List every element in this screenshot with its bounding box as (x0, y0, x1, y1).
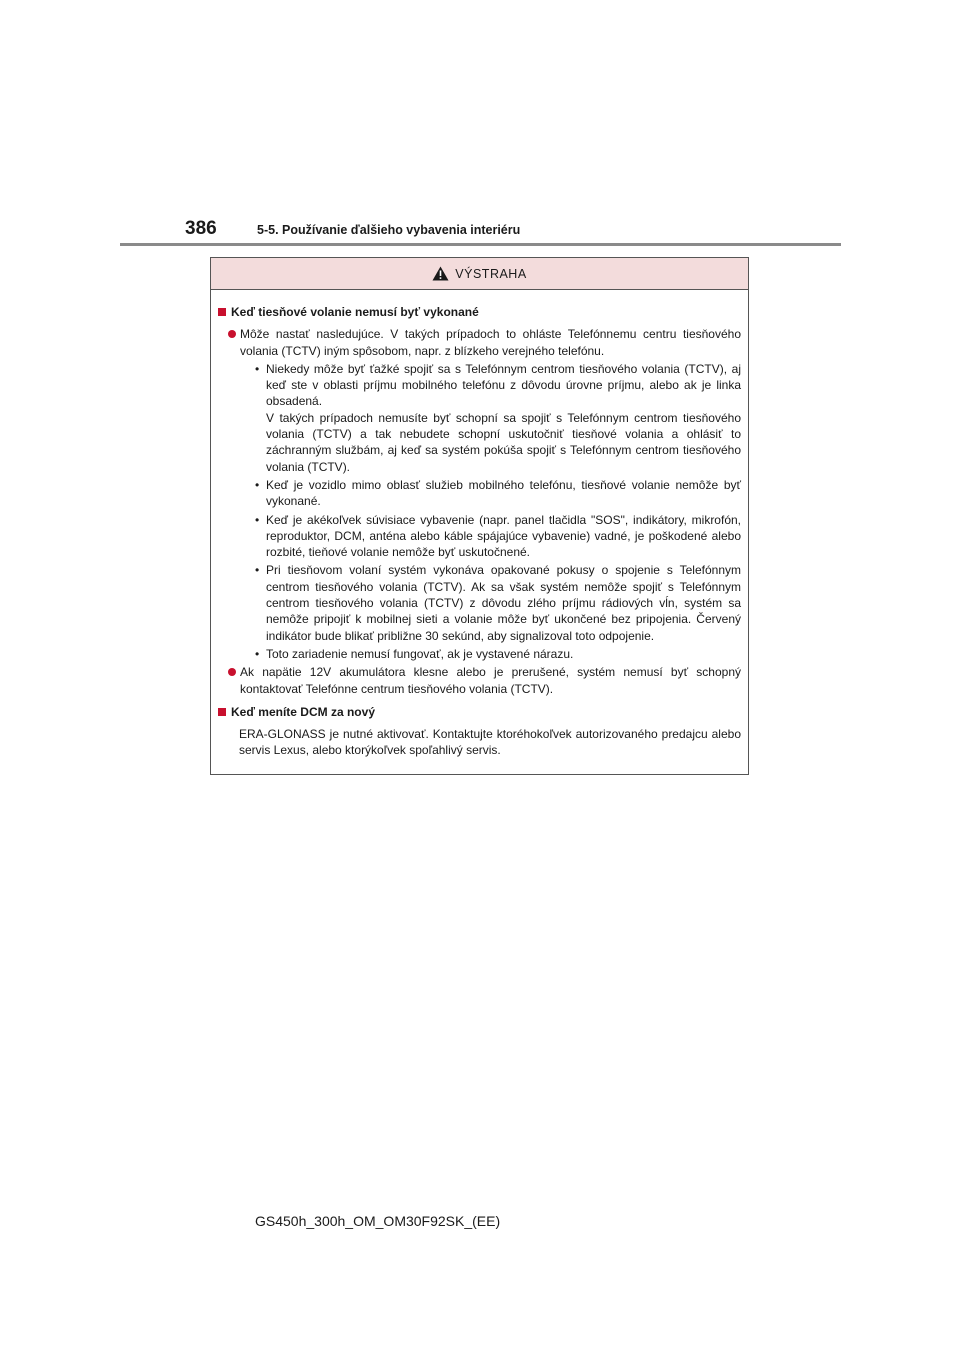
dot-marker-icon: • (255, 512, 260, 527)
sub-item: • Keď je akékoľvek súvisiace vybavenie (napr. panel tlačidla "SOS", indikátory, mikrofón, reproduktor, DCM, anténa alebo káble spájajúce vybavenie) vadné, je poškodené alebo rozbité, tieňové volanie nemôže byť uskutočnené. (255, 512, 741, 560)
bullet-item: Môže nastať nasledujúce. V takých prípadoch to ohláste Telefónnemu centru tiesňového volania (TCTV) iným spôsobom, napr. z blízkeho verejného telefónu. (218, 326, 741, 359)
warning-header (211, 258, 748, 290)
page-header (185, 218, 520, 240)
bullet-item: Ak napätie 12V akumulátora klesne alebo je prerušené, systém nemusí byť schopný kontaktovať Telefónne centrum tiesňového volania (TCTV). (218, 664, 741, 697)
circle-bullet-icon (228, 330, 236, 338)
section-paragraph: ERA-GLONASS je nutné aktivovať. Kontaktujte ktoréhokoľvek autorizovaného predajcu alebo servis Lexus, alebo ktorýkoľvek spoľahlivý servis. (239, 727, 741, 758)
section-heading: Keď tiesňové volanie nemusí byť vykonané (218, 304, 741, 320)
section-heading: Keď meníte DCM za nový (218, 704, 741, 720)
dot-marker-icon: • (255, 646, 260, 661)
square-bullet-icon (218, 708, 226, 716)
square-bullet-icon (218, 308, 226, 316)
header-rule (120, 243, 841, 246)
circle-bullet-icon (228, 668, 236, 676)
section-title: 5-5. Používanie ďalšieho vybavenia interiéru (257, 223, 521, 237)
sub-item: • Pri tiesňovom volaní systém vykonáva opakované pokusy o spojenie s Telefónnym centrom tiesňového volania (TCTV). Ak sa však systém nemôže spojiť s Telefónnym centrom tiesňového volania (TCTV) z dôvodu zlého príjmu rádiových vĺn, systém sa nemôže pripojiť k mobilnej sieti a volanie môže byť ukončené bez pripojenia. Červený indikátor bude blikať približne 30 sekúnd, aby signalizoval toto odpojenie. (255, 563, 741, 643)
sub-item: • Toto zariadenie nemusí fungovať, ak je vystavené nárazu. (255, 646, 574, 661)
page-number: 386 (185, 218, 217, 239)
dot-marker-icon: • (255, 477, 260, 492)
dot-marker-icon: • (255, 361, 260, 376)
sub-item: • Niekedy môže byť ťažké spojiť sa s Telefónnym centrom tiesňového volania (TCTV), aj keď ste v oblasti príjmu mobilného telefónu z dôvodu úrovne príjmu, alebo ak je linka obsadená. V takých prípadoch nemusíte byť schopní sa spojiť s Telefónnym centrom tiesňového volania (TCTV) a tak nebudete schopní uskutočniť tiesňové volania a ohlásiť to záchranným službám, aj keď sa systém pokúša spojiť s Telefónnym centrom tiesňového volania (TCTV). (255, 361, 741, 474)
warning-title: VÝSTRAHA (455, 266, 527, 281)
warning-triangle-icon (432, 266, 449, 281)
sub-item: • Keď je vozidlo mimo oblasť služieb mobilného telefónu, tiesňové volanie nemôže byť vykonané. (255, 477, 741, 509)
warning-box (210, 257, 749, 775)
footer-code: GS450h_300h_OM_OM30F92SK_(EE) (255, 1213, 501, 1229)
dot-marker-icon: • (255, 563, 260, 578)
warning-body (211, 290, 748, 759)
